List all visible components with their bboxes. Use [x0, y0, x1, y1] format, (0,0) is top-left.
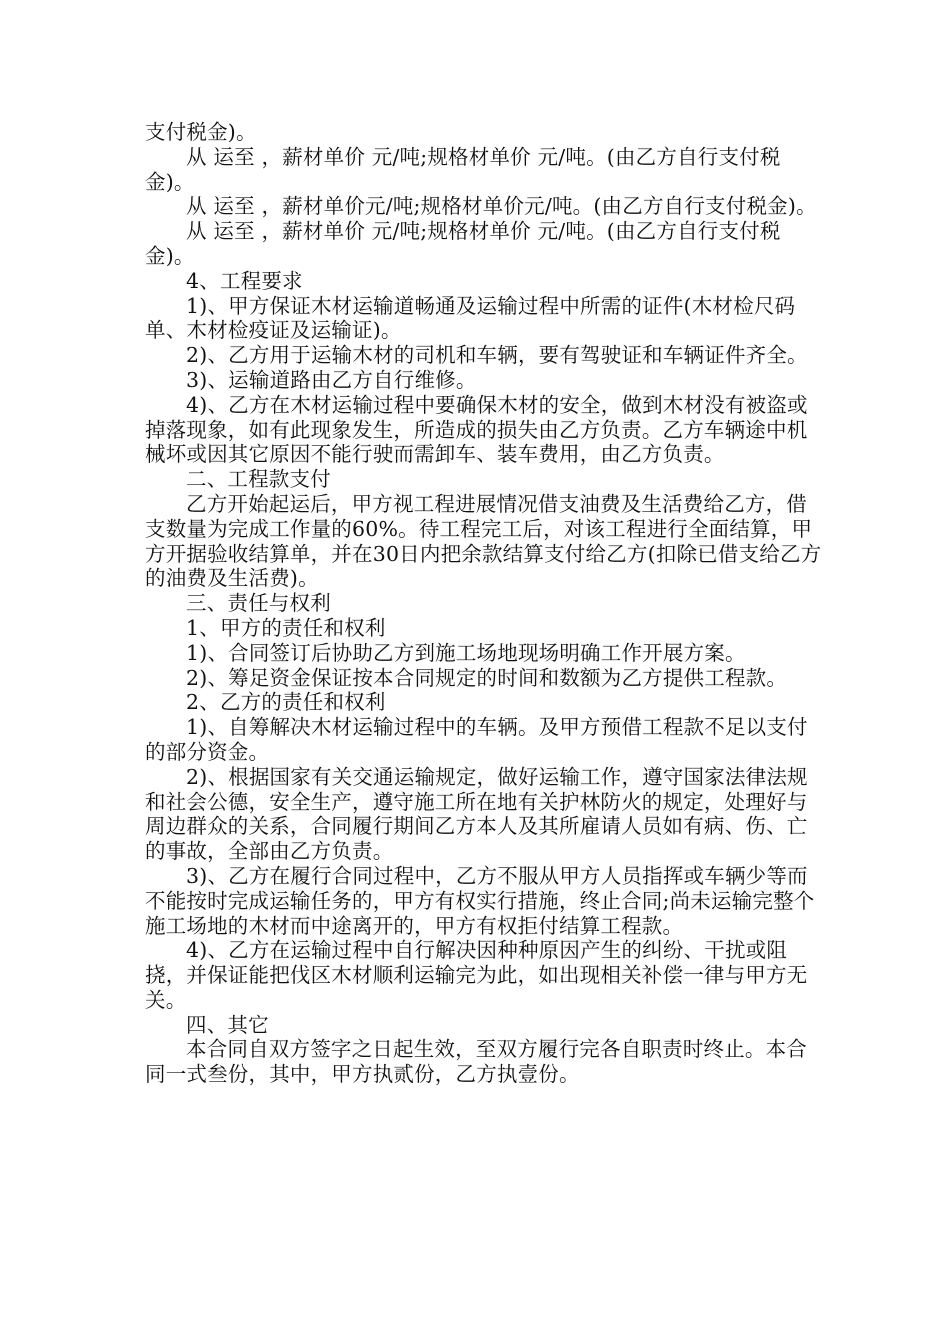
- paragraph: 1)、甲方保证木材运输道畅通及运输过程中所需的证件(木材检尺码单、木材检疫证及运输证)。: [145, 293, 796, 343]
- paragraph: 从 运至 ，薪材单价元/吨;规格材单价元/吨。(由乙方自行支付税金)。: [186, 194, 817, 219]
- paragraph: 2)、筹足资金保证按本合同规定的时间和数额为乙方提供工程款。: [186, 665, 788, 690]
- paragraph: 3)、乙方在履行合同过程中，乙方不服从甲方人员指挥或车辆少等而不能按时完成运输任务的，甲方有权实行措施，终止合同;尚未运输完整个施工场地的木材而中途离开的，甲方有权拒付结算工程款。: [145, 863, 815, 938]
- section-heading: 四、其它: [186, 1012, 269, 1037]
- section-heading: 4、工程要求: [186, 268, 303, 293]
- paragraph: 1)、合同签订后协助乙方到施工场地现场明确工作开展方案。: [186, 640, 746, 665]
- paragraph: 支付税金)。: [145, 120, 257, 144]
- paragraph: 1)、自筹解决木材运输过程中的车辆。及甲方预借工程款不足以支付的部分资金。: [145, 715, 808, 764]
- paragraph: 乙方开始起运后，甲方视工程进展情况借支油费及生活费给乙方，借支数量为完成工作量的60%。待工程完工后，对该工程进行全面结算，甲方开据验收结算单，并在30日内把余款结算支付给乙方(扣除已借支给乙方的油费及生活费)。: [145, 491, 822, 591]
- paragraph: 3)、运输道路由乙方自行维修。: [186, 367, 477, 392]
- subsection-heading: 1、甲方的责任和权利: [186, 615, 386, 640]
- paragraph: 2)、乙方用于运输木材的司机和车辆，要有驾驶证和车辆证件齐全。: [186, 343, 808, 368]
- paragraph: 从 运至 ，薪材单价 元/吨;规格材单价 元/吨。(由乙方自行支付税金)。: [145, 144, 781, 194]
- paragraph: 从 运至 ，薪材单价 元/吨;规格材单价 元/吨。(由乙方自行支付税金)。: [145, 219, 781, 268]
- contract-page: [145, 120, 825, 1087]
- paragraph: 4)、乙方在运输过程中自行解决因种种原因产生的纠纷、干扰或阻挠，并保证能把伐区木材顺利运输完为此，如出现相关补偿一律与甲方无关。: [145, 938, 808, 1012]
- paragraph: 本合同自双方签字之日起生效，至双方履行完各自职责时终止。本合同一式叁份，其中，甲方执贰份，乙方执壹份。: [145, 1037, 807, 1087]
- subsection-heading: 2、乙方的责任和权利: [186, 690, 386, 715]
- paragraph: 2)、根据国家有关交通运输规定，做好运输工作，遵守国家法律法规和社会公德，安全生产，遵守施工所在地有关护林防火的规定，处理好与周边群众的关系，合同履行期间乙方本人及其所雇请人员如有病、伤、亡的事故，全部由乙方负责。: [145, 764, 808, 864]
- section-heading: 三、责任与权利: [186, 591, 331, 616]
- section-heading: 二、工程款支付: [186, 467, 331, 492]
- paragraph: 4)、乙方在木材运输过程中要确保木材的安全，做到木材没有被盗或掉落现象，如有此现象发生，所造成的损失由乙方负责。乙方车辆途中机械坏或因其它原因不能行驶而需卸车、装车费用，由乙方负责。: [145, 392, 808, 467]
